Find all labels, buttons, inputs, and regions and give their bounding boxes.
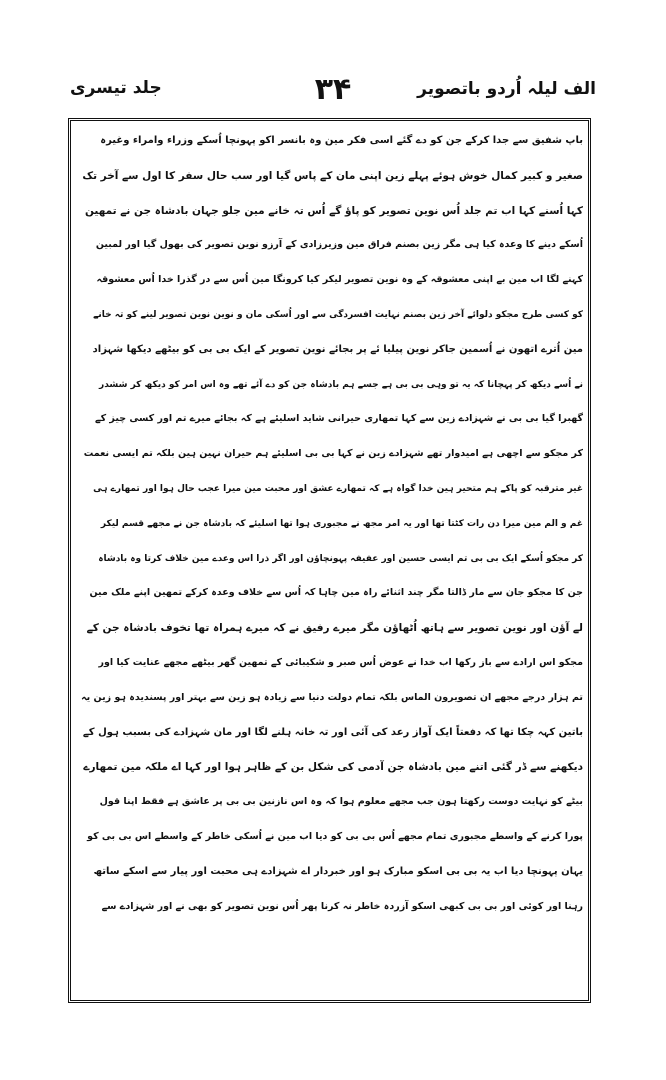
text-line: بیٹے کو نہایت دوست رکھتا ہون جب مجھے معلوم ہوا کہ وہ اس نازنین بی بی پر عاشق ہے فقط اپنا قول <box>99 796 583 808</box>
text-line: لے آؤن اور نوین تصویر سے ہاتھ اُٹھاؤن مگر میرے رفیق نے کہ میرے ہمراہ تھا تخوف بادشاہ جن کے <box>86 622 583 635</box>
volume-label: جلد تیسری <box>70 78 162 98</box>
text-line: کو کسی طرح مجکو دلوائے آخر زین بصنم نہایت افسردگی سے اور اُسکی مان و نوین نوین تصویر لینے کو تہ خانے <box>93 309 583 320</box>
text-line: یہان پہونچا دیا اب یہ بی بی اسکو مبارک ہو اور خبردار اے شہزادے ہی محبت اور پیار سے اسکے ساتھ <box>93 865 583 877</box>
body-text <box>78 124 583 996</box>
text-line: اُسکے دینے کا وعدہ کیا ہی مگر زین بصنم فراق مین وزیرزادی کے آرزو نوین تصویر کی بھول گیا اور لمبین <box>95 239 583 251</box>
text-line: مجکو اس ارادے سے باز رکھا اب خدا نے عوض اُس صبر و شکیبائی کے تمھین گھر بیٹھے مجھے عنایت کیا اور <box>98 656 583 668</box>
text-line: باپ شفیق سے جدا کرکے جن کو دے گئے اسی فکر مین وہ بانسر اکو پہونچا اُسکے وزراء وامراء وغیرہ <box>100 135 583 146</box>
text-line: جن کا مجکو جان سے مار ڈالتا مگر چند اثنائے راہ مین چاہا کہ اُس سے خلاف وعدہ کرکے تمھین اپنے ملک مین <box>89 587 583 599</box>
text-line: گھبرا گیا بی بی نے شہزادے زین سے کہا تمھاری حیرانی شاید اسلیئے ہے کہ بجائے میرے تم اور کسی چیز کے <box>95 413 583 425</box>
book-title: الف لیلہ اُردو باتصویر <box>417 79 596 99</box>
text-line: رہنا اور کوئی اور بی بی کبھی اسکو آزردہ خاطر نہ کرنا پھر اُس نوین تصویر کو بھی نے اور شہزادے سے <box>101 900 583 912</box>
text-line: باتین کہہ چکا تھا کہ دفعتاً ایک آواز رعد کی آئی اور تہ خانہ ہلنے لگا اور مان شہزادے کی بسبب ہول کے <box>82 726 583 738</box>
text-line: غم و الم مین میرا دن رات کٹتا تھا اور یہ امر مجھ نے مجبوری ہوا تھا اسلیئے کہ بادشاہ جن نے مجھے قسم لیکر <box>100 518 583 529</box>
text-line: کہا اُسنے کہا اب تم جلد اُس نوین تصویر کو پاؤ گے اُس تہ خانے مین جلو جہان بادشاہ جن نے تمھین <box>84 204 583 217</box>
text-line: کہنے لگا اب مین بے اپنی معشوقہ کے وہ نوین تصویر لیکر کیا کرونگا مین اُس سے در گذرا خدا اُس معشوقہ <box>96 274 583 286</box>
text-line: مین اُترے اتھون نے اُسمین جاکر نوین پیلیا ئے پر بجائے نوین تصویر کے ایک بی بی کو بیٹھے دیکھا شہزاد <box>92 343 583 355</box>
text-line: غیر مترقبہ کو پاکے ہم متحیر ہین خدا گواہ ہے کہ تمھارے عشق اور محبت مین میرا عجب حال ہوا اور تمھارے ہی <box>93 483 583 494</box>
page-header <box>70 72 596 114</box>
text-line: صغیر و کبیر کمال خوش ہوئے پہلے زین اپنی مان کے پاس گیا اور سب حال سفر کا اول سے آخر تک <box>82 169 583 182</box>
text-line: تم ہزار درجے مجھے ان تصویرون الماس بلکہ تمام دولت دنیا سے زیادہ ہو زین سے بہتر اور پسندیدہ ہو زین یہ <box>81 691 583 703</box>
text-line: پورا کرنے کے واسطے مجبوری تمام مجھے اُس بی بی کو دیا اب مین نے اُسکی خاطر کے واسطے اس بی بی کو <box>87 830 583 842</box>
text-line: دیکھنے سے ڈر گئی اتنے مین بادشاہ جن آدمی کی شکل بن کے ظاہر ہوا اور کہا اے ملکہ مین تمھارے <box>83 761 583 774</box>
page-number: ۳۴ <box>314 72 352 107</box>
text-line: نے اُسے دیکھ کر پہچانا کہ یہ تو وہی بی بی ہے جسے ہم بادشاہ جن کو دے آئے تھے وہ اس امر کو دیکھ کر ششدر <box>99 379 583 390</box>
text-line: کر مجکو اُسکے ایک بی بی تم ایسی حسین اور عفیفہ پہونچاؤن اور اگر ذرا اس وعدے مین خلاف کرتا وہ بادشاہ <box>98 553 583 564</box>
text-line: کر مجکو سے اچھی ہے امیدوار تھے شہزادے زین نے کہا بی بی اسلیئے ہم حیران نہین ہین بلکہ تم ایسی نعمت <box>83 448 583 460</box>
